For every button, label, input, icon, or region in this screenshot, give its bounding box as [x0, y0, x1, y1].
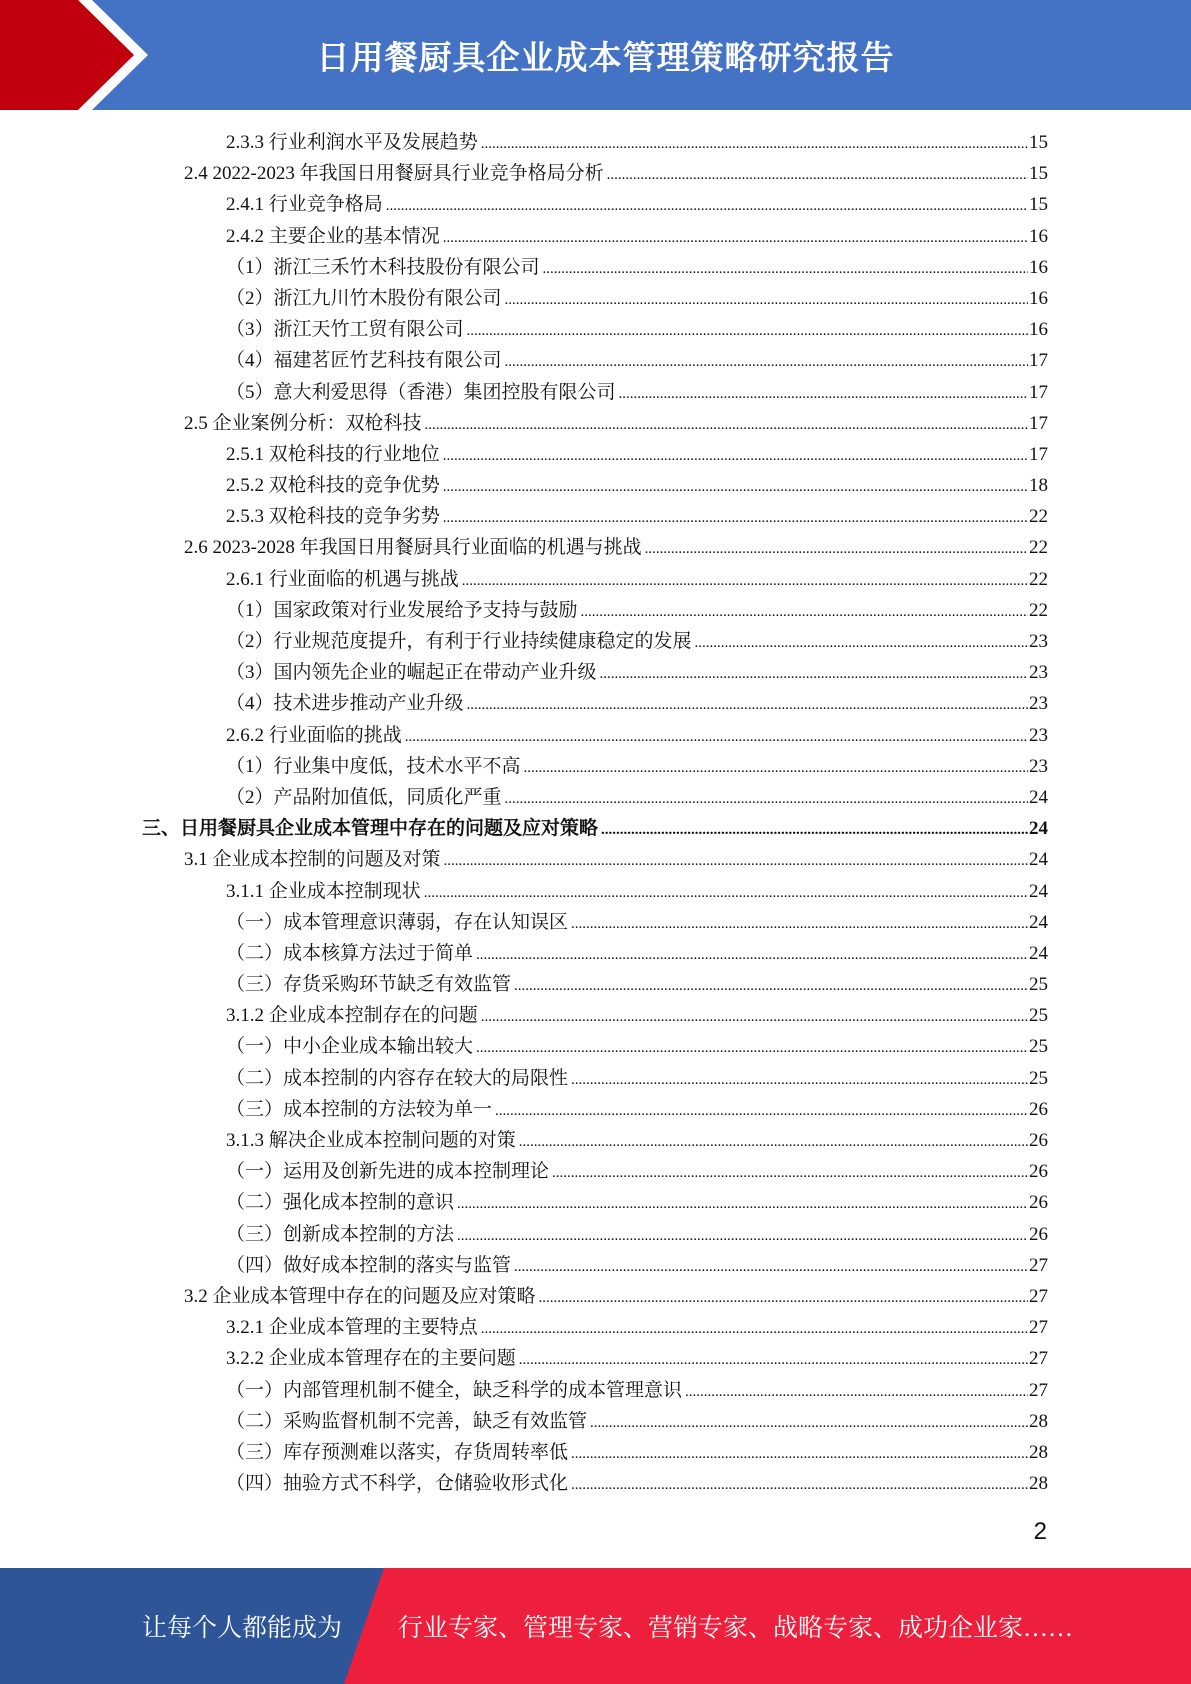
toc-entry-label: 3.2.2 企业成本管理存在的主要问题 — [226, 1348, 516, 1370]
toc-entry[interactable] — [0, 1219, 1191, 1250]
toc-entry-label: 2.5.2 双枪科技的竞争优势 — [226, 475, 440, 497]
toc-entry-label: （三）创新成本控制的方法 — [226, 1223, 455, 1245]
toc-entry[interactable] — [0, 626, 1191, 657]
toc-entry-label: 2.5.3 双枪科技的竞争劣势 — [226, 506, 440, 528]
toc-leader-dots — [571, 1470, 1028, 1501]
toc-entry-page: 24 — [1029, 942, 1048, 964]
toc-entry-label: （一）运用及创新先进的成本控制理论 — [226, 1161, 550, 1183]
toc-entry-label: 3.1.3 解决企业成本控制问题的对策 — [226, 1130, 516, 1151]
toc-entry[interactable] — [0, 221, 1191, 252]
toc-entry-label: （3）国内领先企业的崛起正在带动产业升级 — [226, 662, 597, 684]
toc-entry-page: 26 — [1029, 1098, 1048, 1120]
toc-entry-page: 15 — [1029, 132, 1048, 153]
toc-entry-label: （1）国家政策对行业发展给予支持与鼓励 — [226, 599, 578, 621]
toc-entry[interactable] — [0, 969, 1191, 1000]
toc-entry-label: （二）强化成本控制的意识 — [226, 1192, 455, 1214]
toc-entry-label: 2.6.1 行业面临的机遇与挑战 — [226, 568, 459, 590]
toc-entry[interactable] — [0, 876, 1191, 907]
toc-entry-label: （三）成本控制的方法较为单一 — [226, 1098, 493, 1120]
toc-entry[interactable] — [0, 1125, 1191, 1156]
toc-leader-dots — [581, 597, 1028, 628]
toc-entry-page: 16 — [1029, 225, 1048, 247]
toc-leader-dots — [685, 1377, 1028, 1408]
toc-leader-dots — [386, 191, 1028, 222]
toc-entry-label: （1）浙江三禾竹木科技股份有限公司 — [226, 256, 540, 278]
toc-entry-page: 25 — [1029, 1036, 1048, 1058]
toc-entry-page: 26 — [1029, 1130, 1048, 1151]
toc-leader-dots — [543, 254, 1028, 285]
toc-entry[interactable] — [0, 1094, 1191, 1125]
toc-leader-dots — [443, 472, 1028, 503]
toc-entry-page: 26 — [1029, 1223, 1048, 1245]
toc-entry-page: 28 — [1029, 1441, 1048, 1463]
report-title: 日用餐厨具企业成本管理策略研究报告 — [316, 37, 895, 77]
toc-leader-dots — [405, 722, 1028, 753]
toc-leader-dots — [505, 784, 1028, 815]
toc-leader-dots — [467, 690, 1028, 721]
toc-entry-page: 22 — [1029, 599, 1048, 621]
toc-entry-label: 2.5 企业案例分析：双枪科技 — [184, 412, 422, 434]
toc-leader-dots — [571, 909, 1028, 940]
toc-entry-page: 23 — [1029, 631, 1048, 652]
toc-entry-page: 16 — [1029, 287, 1048, 309]
toc-entry-label: （三）库存预测难以落实，存货周转率低 — [226, 1441, 569, 1463]
toc-entry[interactable] — [0, 470, 1191, 501]
toc-leader-dots — [600, 659, 1028, 690]
toc-entry[interactable] — [0, 688, 1191, 719]
toc-entry-label: （4）技术进步推动产业升级 — [226, 693, 464, 715]
toc-leader-dots — [505, 347, 1028, 378]
toc-entry-page: 15 — [1029, 194, 1048, 216]
toc-entry[interactable] — [0, 782, 1191, 813]
toc-entry[interactable] — [0, 751, 1191, 782]
toc-entry-label: （四）抽验方式不科学，仓储验收形式化 — [226, 1473, 569, 1495]
toc-entry[interactable] — [0, 1156, 1191, 1187]
footer-banner — [0, 1568, 1191, 1684]
toc-entry[interactable] — [0, 564, 1191, 595]
toc-leader-dots — [601, 815, 1028, 846]
toc-entry[interactable] — [0, 1031, 1191, 1062]
toc-entry-label: 3.1.1 企业成本控制现状 — [226, 880, 421, 902]
toc-entry[interactable] — [0, 938, 1191, 969]
toc-entry-page: 17 — [1029, 412, 1048, 434]
toc-entry-label: （5）意大利爱思得（香港）集团控股有限公司 — [226, 381, 616, 403]
toc-leader-dots — [645, 534, 1028, 565]
toc-entry-label: 2.6.2 行业面临的挑战 — [226, 724, 402, 746]
toc-leader-dots — [476, 940, 1028, 971]
toc-entry[interactable] — [0, 720, 1191, 751]
toc-entry-label: 2.4.1 行业竞争格局 — [226, 194, 383, 216]
toc-leader-dots — [481, 1314, 1028, 1345]
toc-entry-page: 15 — [1029, 163, 1048, 185]
toc-entry[interactable] — [0, 158, 1191, 189]
toc-leader-dots — [505, 285, 1028, 316]
toc-entry-page: 24 — [1029, 786, 1048, 808]
toc-entry[interactable] — [0, 532, 1191, 563]
toc-leader-dots — [524, 753, 1028, 784]
toc-entry-label: 3.1 企业成本控制的问题及对策 — [184, 849, 441, 871]
toc-leader-dots — [552, 1158, 1028, 1189]
toc-entry-page: 23 — [1029, 724, 1048, 746]
toc-entry[interactable] — [0, 377, 1191, 408]
toc-entry-label: （4）福建茗匠竹艺科技有限公司 — [226, 350, 502, 372]
toc-leader-dots — [539, 1283, 1028, 1314]
toc-entry-page: 27 — [1029, 1379, 1048, 1401]
toc-entry[interactable] — [0, 1343, 1191, 1374]
toc-entry[interactable] — [0, 1250, 1191, 1281]
toc-leader-dots — [462, 566, 1028, 597]
toc-entry-page: 28 — [1029, 1410, 1048, 1432]
toc-leader-dots — [571, 1065, 1028, 1096]
toc-leader-dots — [444, 846, 1028, 877]
toc-entry-page: 25 — [1029, 1067, 1048, 1089]
toc-entry-page: 16 — [1029, 256, 1048, 278]
toc-entry-page: 17 — [1029, 350, 1048, 372]
toc-leader-dots — [514, 1252, 1028, 1283]
header-chevron-decoration — [0, 0, 150, 110]
toc-leader-dots — [519, 1345, 1028, 1376]
toc-entry[interactable] — [0, 657, 1191, 688]
toc-entry[interactable] — [0, 1406, 1191, 1437]
table-of-contents — [0, 127, 1191, 1499]
toc-entry-page: 28 — [1029, 1473, 1048, 1495]
toc-entry-label: 2.4.2 主要企业的基本情况 — [226, 225, 440, 247]
toc-entry-label: （二）采购监督机制不完善，缺乏有效监管 — [226, 1410, 588, 1432]
toc-leader-dots — [443, 503, 1028, 534]
toc-entry-label: （一）成本管理意识薄弱，存在认知误区 — [226, 911, 569, 933]
toc-entry-page: 27 — [1029, 1317, 1048, 1339]
toc-leader-dots — [443, 441, 1028, 472]
toc-entry[interactable] — [0, 283, 1191, 314]
toc-leader-dots — [481, 1002, 1028, 1033]
toc-entry[interactable] — [0, 844, 1191, 875]
toc-entry-label: （1）行业集中度低，技术水平不高 — [226, 755, 521, 777]
toc-entry[interactable] — [0, 813, 1191, 844]
footer-slogan-right: 行业专家、管理专家、营销专家、战略专家、成功企业家…… — [398, 1615, 1074, 1642]
toc-entry[interactable] — [0, 1000, 1191, 1031]
toc-entry[interactable] — [0, 595, 1191, 626]
toc-entry-page: 26 — [1029, 1192, 1048, 1214]
page-number: 2 — [1033, 1518, 1047, 1545]
toc-entry-label: 3.1.2 企业成本控制存在的问题 — [226, 1005, 478, 1027]
toc-leader-dots — [571, 1439, 1028, 1470]
toc-entry[interactable] — [0, 127, 1191, 158]
toc-entry-label: （2）产品附加值低，同质化严重 — [226, 786, 502, 808]
toc-entry-label: （2）行业规范度提升，有利于行业持续健康稳定的发展 — [226, 631, 692, 652]
toc-entry-label: （三）存货采购环节缺乏有效监管 — [226, 974, 512, 996]
toc-entry-page: 24 — [1029, 880, 1048, 902]
toc-entry-label: 2.3.3 行业利润水平及发展趋势 — [226, 132, 478, 153]
toc-leader-dots — [519, 1127, 1028, 1158]
toc-entry-label: 2.4 2022-2023 年我国日用餐厨具行业竞争格局分析 — [184, 163, 604, 185]
toc-entry[interactable] — [0, 907, 1191, 938]
toc-entry-page: 24 — [1029, 849, 1048, 871]
toc-entry[interactable] — [0, 314, 1191, 345]
toc-entry-label: （四）做好成本控制的落实与监管 — [226, 1254, 512, 1276]
toc-entry-page: 25 — [1029, 1005, 1048, 1027]
toc-leader-dots — [443, 223, 1028, 254]
toc-entry[interactable] — [0, 1437, 1191, 1468]
toc-entry-label: （2）浙江九川竹木股份有限公司 — [226, 287, 502, 309]
toc-leader-dots — [607, 160, 1028, 191]
toc-entry[interactable] — [0, 1312, 1191, 1343]
toc-entry-page: 18 — [1029, 475, 1048, 497]
toc-entry-page: 22 — [1029, 537, 1048, 559]
toc-entry[interactable] — [0, 1063, 1191, 1094]
toc-entry-page: 27 — [1029, 1285, 1048, 1307]
toc-entry[interactable] — [0, 252, 1191, 283]
toc-leader-dots — [424, 878, 1028, 909]
toc-entry-label: 三、日用餐厨具企业成本管理中存在的问题及应对策略 — [142, 818, 599, 840]
toc-entry-page: 17 — [1029, 443, 1048, 465]
toc-leader-dots — [476, 1033, 1028, 1064]
toc-leader-dots — [467, 316, 1028, 347]
toc-entry[interactable] — [0, 1187, 1191, 1218]
toc-entry[interactable] — [0, 439, 1191, 470]
toc-entry-label: 2.5.1 双枪科技的行业地位 — [226, 443, 440, 465]
toc-entry-page: 23 — [1029, 755, 1048, 777]
toc-entry[interactable] — [0, 1281, 1191, 1312]
toc-entry[interactable] — [0, 408, 1191, 439]
toc-leader-dots — [481, 129, 1028, 160]
toc-leader-dots — [590, 1408, 1028, 1439]
toc-entry-label: （3）浙江天竹工贸有限公司 — [226, 319, 464, 341]
toc-entry-page: 24 — [1029, 818, 1048, 840]
toc-entry-page: 23 — [1029, 662, 1048, 684]
toc-leader-dots — [695, 628, 1028, 659]
footer-slogan-left: 让每个人都能成为 — [142, 1615, 343, 1642]
toc-entry-page: 26 — [1029, 1161, 1048, 1183]
toc-leader-dots — [457, 1221, 1028, 1252]
toc-entry-page: 16 — [1029, 319, 1048, 341]
toc-entry-page: 22 — [1029, 568, 1048, 590]
toc-entry-page: 22 — [1029, 506, 1048, 528]
toc-entry[interactable] — [0, 345, 1191, 376]
toc-leader-dots — [495, 1096, 1028, 1127]
toc-entry-label: （一）内部管理机制不健全，缺乏科学的成本管理意识 — [226, 1379, 683, 1401]
toc-entry-label: 3.2.1 企业成本管理的主要特点 — [226, 1317, 478, 1339]
toc-entry-label: 3.2 企业成本管理中存在的问题及应对策略 — [184, 1285, 536, 1307]
toc-entry-page: 27 — [1029, 1348, 1048, 1370]
toc-entry-label: 2.6 2023-2028 年我国日用餐厨具行业面临的机遇与挑战 — [184, 537, 642, 559]
toc-entry-page: 27 — [1029, 1254, 1048, 1276]
toc-entry[interactable] — [0, 1468, 1191, 1499]
toc-entry-label: （二）成本控制的内容存在较大的局限性 — [226, 1067, 569, 1089]
toc-entry-page: 17 — [1029, 381, 1048, 403]
toc-entry-label: （二）成本核算方法过于简单 — [226, 942, 474, 964]
header-banner — [0, 0, 1191, 110]
toc-entry-label: （一）中小企业成本输出较大 — [226, 1036, 474, 1058]
toc-entry[interactable] — [0, 501, 1191, 532]
toc-entry[interactable] — [0, 1375, 1191, 1406]
toc-entry-page: 25 — [1029, 974, 1048, 996]
toc-entry[interactable] — [0, 189, 1191, 220]
toc-leader-dots — [425, 410, 1028, 441]
toc-leader-dots — [619, 379, 1028, 410]
toc-leader-dots — [514, 971, 1028, 1002]
toc-entry-page: 24 — [1029, 911, 1048, 933]
toc-entry-page: 23 — [1029, 693, 1048, 715]
toc-leader-dots — [457, 1189, 1028, 1220]
